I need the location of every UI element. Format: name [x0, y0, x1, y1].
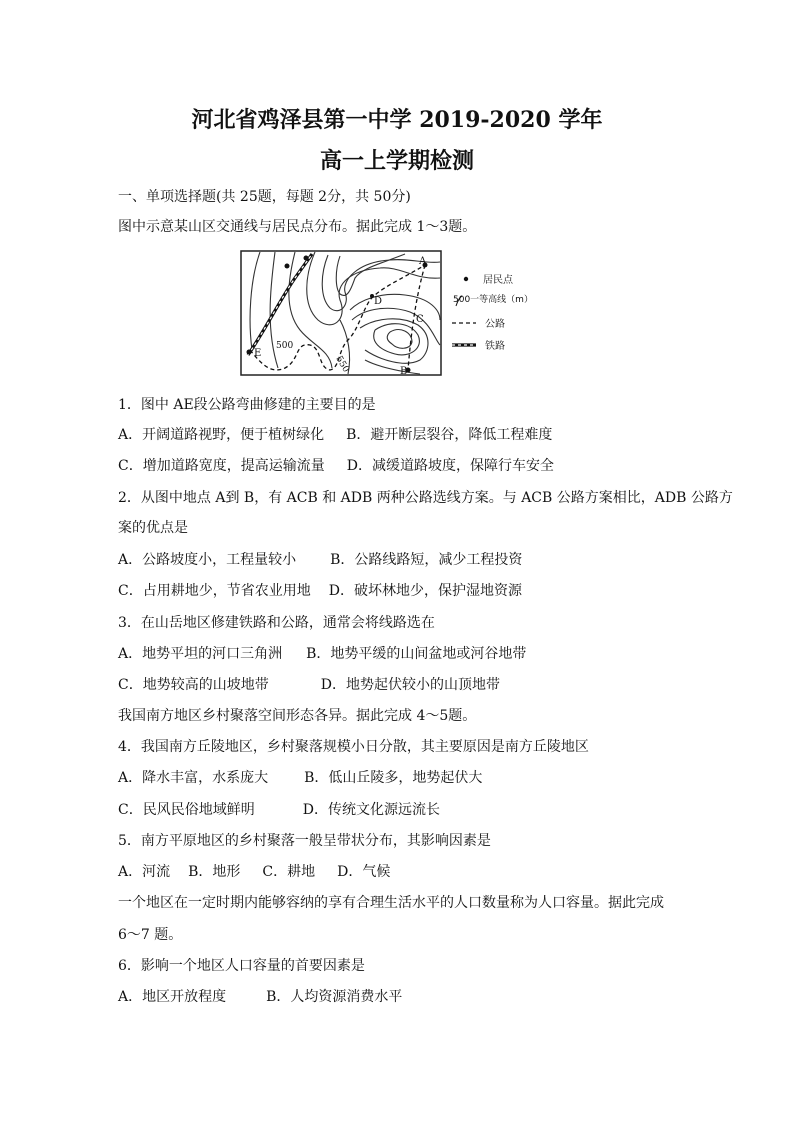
q5-option-c: C．耕地 [262, 864, 316, 880]
q2-option-d: D．破坏林地少，保护湿地资源 [328, 583, 522, 599]
q5-option-d: D．气候 [337, 864, 391, 880]
question-4-stem: 4．我国南方丘陵地区，乡村聚落规模小日分散，其主要原因是南方丘陵地区 [118, 739, 589, 755]
q3-option-c: C．地势较高的山坡地带 [118, 677, 269, 693]
question-3-stem: 3．在山岳地区修建铁路和公路，通常会将线路选在 [118, 615, 435, 631]
document-title-line1: 河北省鸡泽县第一中学 2019-2020 学年 [191, 107, 603, 133]
q1-option-b: B．避开断层裂谷，降低工程难度 [346, 427, 553, 443]
legend-settlement-label: 居民点 [483, 275, 513, 286]
question-2-stem: 2．从图中地点 A到 B，有 ACB 和 ADB 两种公路选线方案。与 ACB 公路方案相比，ADB 公路方 [118, 490, 733, 506]
question-6-options-row1 [118, 988, 402, 1006]
point-label-b: B [400, 366, 408, 377]
legend-road-label: 公路 [485, 319, 505, 330]
intro-questions-1-3: 图中示意某山区交通线与居民点分布。据此完成 1～3题。 [118, 219, 477, 235]
q4-option-c: C．民风民俗地域鲜明 [118, 802, 255, 818]
q6-option-b: B．人均资源消费水平 [266, 989, 403, 1005]
q4-option-d: D．传统文化源远流长 [302, 802, 440, 818]
question-2-options-row1 [118, 551, 522, 569]
intro-questions-4-5: 我国南方地区乡村聚落空间形态各异。据此完成 4～5题。 [118, 708, 477, 724]
question-5-stem: 5．南方平原地区的乡村聚落一般呈带状分布，其影响因素是 [118, 833, 491, 849]
question-1-options-row2 [118, 457, 554, 475]
q2-option-a: A．公路坡度小，工程量较小 [118, 552, 297, 568]
q1-option-c: C．增加道路宽度，提高运输流量 [118, 458, 325, 474]
q2-option-b: B．公路线路短，减少工程投资 [330, 552, 523, 568]
q1-option-d: D．减缓道路坡度，保障行车安全 [346, 458, 554, 474]
q3-option-d: D．地势起伏较小的山顶地带 [320, 677, 500, 693]
question-5-options [118, 863, 390, 881]
section-heading: 一、单项选择题(共 25题，每题 2分，共 50分) [118, 189, 411, 205]
intro-questions-6-7-line1: 一个地区在一定时期内能够容纳的享有合理生活水平的人口数量称为人口容量。据此完成 [118, 895, 664, 911]
question-3-options-row1 [118, 645, 526, 663]
point-label-a: A [419, 256, 427, 267]
q3-option-a: A．地势平坦的河口三角洲 [118, 646, 283, 662]
point-label-d: D [374, 296, 383, 307]
question-1-stem: 1．图中 AE段公路弯曲修建的主要目的是 [118, 397, 376, 413]
legend-contour-label: 500一等高线（m） [453, 295, 533, 305]
question-1-options-row1 [118, 426, 552, 444]
q5-option-a: A．河流 [118, 864, 171, 880]
question-2-stem-cont: 案的优点是 [118, 520, 188, 536]
q3-option-b: B．地势平缓的山间盆地或河谷地带 [306, 646, 527, 662]
intro-questions-6-7-line2: 6～7 题。 [118, 927, 183, 943]
q5-option-b: B．地形 [188, 864, 241, 880]
question-4-options-row1 [118, 769, 482, 787]
document-title-line2: 高一上学期检测 [319, 148, 474, 174]
map-legend [452, 273, 533, 352]
question-2-options-row2 [118, 582, 522, 600]
question-4-options-row2 [118, 801, 440, 819]
contour-label-500: 500 [276, 341, 294, 351]
legend-railway-label: 铁路 [485, 341, 505, 352]
q4-option-b: B．低山丘陵多，地势起伏大 [304, 770, 483, 786]
question-6-stem: 6．影响一个地区人口容量的首要因素是 [118, 958, 365, 974]
q6-option-a: A．地区开放程度 [118, 989, 227, 1005]
contour-label-550: 550 [333, 354, 351, 375]
q2-option-c: C．占用耕地少，节省农业用地 [118, 583, 311, 599]
point-label-c: C [416, 314, 424, 325]
q1-option-a: A．开阔道路视野，便于植树绿化 [118, 427, 325, 443]
contour-map-figure [240, 250, 540, 380]
point-label-e: E [254, 348, 262, 359]
q4-option-a: A．降水丰富，水系庞大 [118, 770, 269, 786]
question-3-options-row2 [118, 676, 500, 694]
legend-settlement-icon [464, 277, 468, 281]
